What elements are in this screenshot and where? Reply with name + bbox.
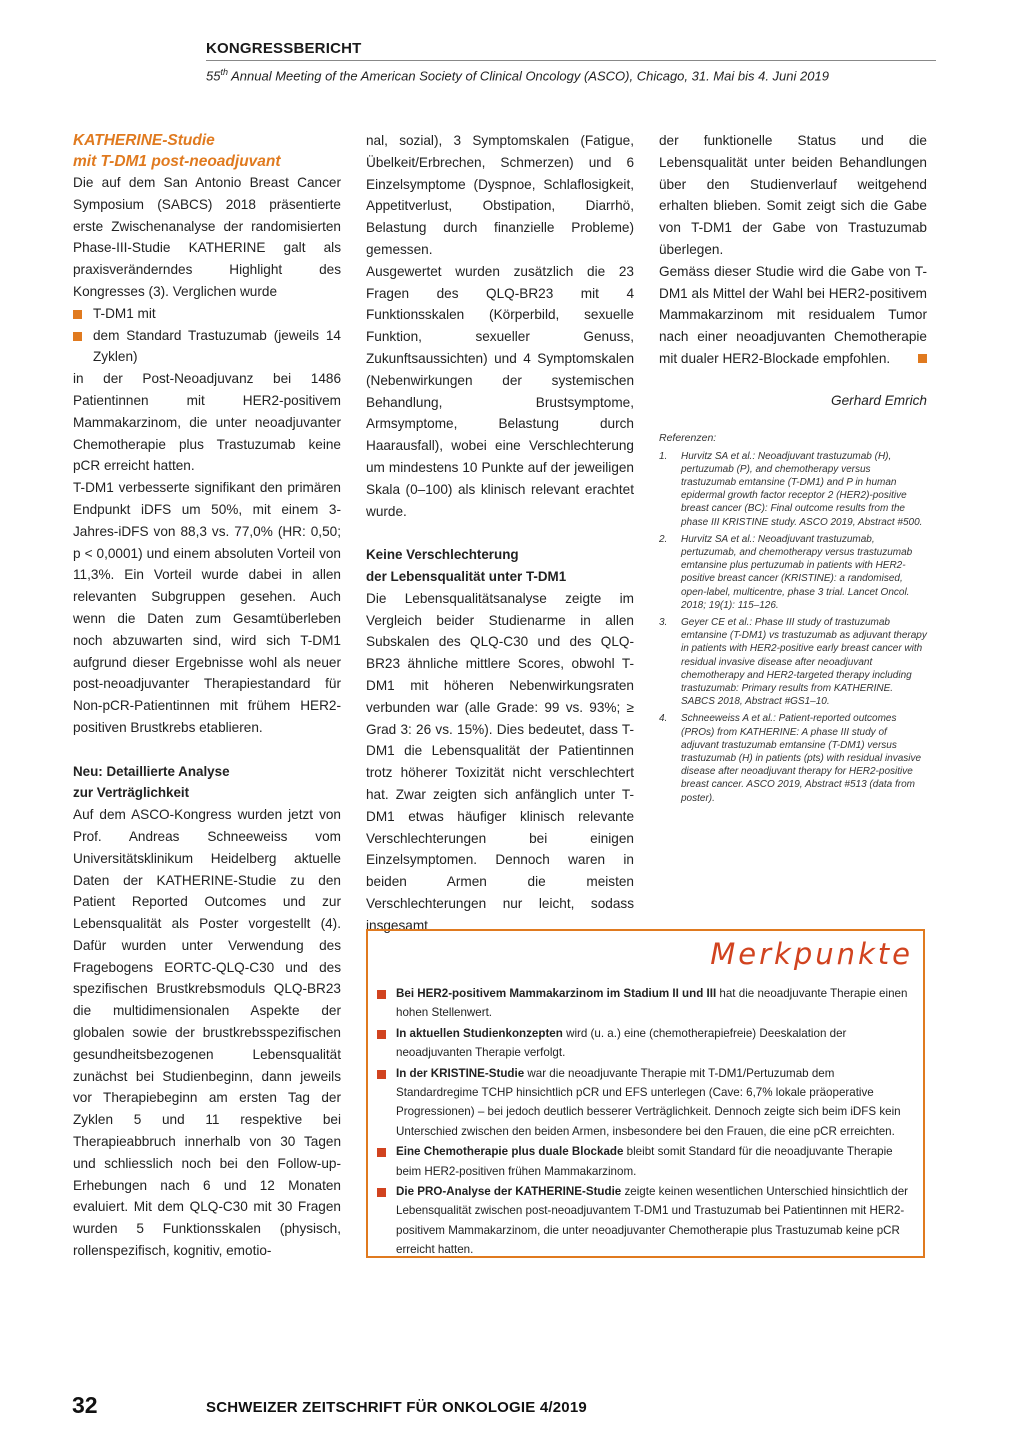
article-heading-line1: KATHERINE-Studie (73, 132, 215, 149)
key-point-lead: In aktuellen Studienkonzepten (396, 1026, 563, 1040)
spacer (366, 522, 634, 544)
bullet-text: T-DM1 mit (93, 305, 156, 321)
paragraph-text: Gemäss dieser Studie wird die Gabe von T-DM1 als Mittel der Wahl bei HER2-positivem Mammakarzinom mit residualem Tumor nach einer neoadjuvanten Chemotherapie mit dualer HER2-Blockade empfohlen. (659, 263, 927, 366)
reference-item (659, 533, 927, 612)
bullet-item (73, 303, 341, 325)
key-point-lead: Bei HER2-positivem Mammakarzinom im Stadium II und III (396, 987, 717, 1000)
reference-item (659, 712, 927, 804)
key-point-lead: Die PRO-Analyse der KATHERINE-Studie (396, 1185, 622, 1199)
subtitle-ordinal-suffix: th (220, 67, 228, 77)
column-1 (73, 130, 341, 1262)
paragraph: T-DM1 verbesserte signifikant den primären Endpunkt iDFS um 50%, mit einem 3-Jahres-iDFS von 88,3 vs. 77,0% (HR: 0,50; p < 0,0001) und einem absoluten Vorteil von 11,3%. Ein Vorteil wurde dabei in allen relevanten Subgruppen gesehen. Auch wenn die Daten zum Gesamtüberleben noch abzuwarten sind, wird sich T-DM1 aufgrund dieser Ergebnisse wohl als neuer post-neoadjuvanter Therapiestandard für Non-pCR-Patientinnen mit frühem HER2-positiven Brustkrebs etablieren. (73, 480, 341, 735)
column-2 (366, 130, 634, 936)
bullet-text: dem Standard Trastuzumab (jeweils 14 Zyklen) (93, 327, 341, 365)
spacer (73, 739, 341, 761)
page-header (206, 40, 936, 83)
article-heading-line2: mit T-DM1 post-neoadjuvant (73, 153, 281, 170)
key-points-list (376, 984, 916, 1261)
paragraph: Die auf dem San Antonio Breast Cancer Symposium (SABCS) 2018 präsentierte erste Zwischenanalyse der randomisierten Phase-III-Studie KATHERINE galt als praxisveränderndes Highlight des Kongresses (3). Verglichen wurde (73, 175, 341, 299)
key-point-lead: Eine Chemotherapie plus duale Blockade (396, 1145, 624, 1159)
subheading-line1: Keine Verschlechterung (366, 547, 519, 563)
end-square-icon (918, 354, 927, 363)
reference-text: Geyer CE et al.: Phase III study of trastuzumab emtansine (T-DM1) vs trastuzumab as adjuvant therapy in patients with HER2-positive early breast cancer with residual invasive disease after neoadjuvant chemotherapy and HER2-targeted therapy including trastuzumab: Primary results from KATHERINE. SABCS 2018, Abstract #GS1–10. (681, 617, 927, 708)
header-divider (206, 60, 936, 61)
key-point-item (376, 1024, 916, 1063)
key-point-text: zeigte keinen wesentlichen Unterschied hinsichtlich der Lebensqualität zwischen post-neoadjuvantem T-DM1 und Trastuzumab bei Patientinnen mit HER2-positivem Mammakarzinom, die unter neoadjuvanter Chemotherapie plus Trastuzumab keine pCR erreicht hatten. (396, 1185, 909, 1257)
bullet-item (73, 325, 341, 369)
key-point-text: wird (u. a.) eine (chemotherapiefreie) Deeskalation der neoadjuvanten Therapie verfolgt. (396, 1026, 847, 1060)
reference-list (659, 450, 927, 805)
reference-number: 1. (659, 450, 668, 462)
subtitle-ordinal: 55 (206, 68, 221, 84)
reference-text: Hurvitz SA et al.: Neoadjuvant trastuzumab, pertuzumab, and chemotherapy versus trastuzumab emtansine plus pertuzumab in patients with HER2-positive breast cancer (KRISTINE): a randomised, open-label, multicentre, phase 3 trial. Lancet Oncol. 2018; 19(1): 115–126. (681, 533, 913, 611)
key-point-text: war die neoadjuvante Therapie mit T-DM1/Pertuzumab dem Standardregime TCHP hinsichtlich pCR und EFS unterlegen (Cave: 6,7% lokale präoperative Progressionen) – bei jedoch deutlich besserer Verträglichkeit. Dennoch zeigte sich beim iDFS kein Unterschied zwischen den beiden Armen, insbesondere bei den Frauen, die eine pCR erreichten. (396, 1066, 901, 1138)
key-points-box (366, 929, 925, 1258)
bullet-square-icon (73, 310, 82, 319)
bullet-square-icon (377, 1148, 386, 1157)
references-heading: Referenzen: (659, 431, 717, 444)
section-title: KONGRESSBERICHT (206, 40, 362, 57)
subheading-line2: der Lebensqualität unter T-DM1 (366, 568, 567, 584)
paragraph: Die Lebensqualitätsanalyse zeigte im Vergleich beider Studienarme in allen Subskalen des QLQ-C30 und des QLQ-BR23 ähnliche mittlere Scores, obwohl T-DM1 mit höheren Nebenwirkungsraten verbunden war (alle Grade: 99 vs. 93%; ≥ Grad 3: 26 vs. 15%). Dies bedeutet, dass T-DM1 die Lebensqualität der Patientinnen trotz höherer Toxizität nicht verschlechtert hat. Zwar zeigten sich anfänglich unter T-DM1 etwas häufiger klinisch relevante Verschlechterungen bei einigen Einzelsymptomen. Dennoch waren in beiden Armen die meisten Verschlechterungen nur leicht, sodass insgesamt (366, 590, 634, 933)
key-point-text: bleibt somit Standard für die neoadjuvante Therapie beim HER2-positiven frühen Mammakarzinom. (396, 1145, 893, 1178)
subheading-line1: Neu: Detaillierte Analyse (73, 763, 230, 779)
bullet-square-icon (377, 1070, 386, 1079)
subtitle-text: Annual Meeting of the American Society of Clinical Oncology (ASCO), Chicago, 31. Mai bis 4. Juni 2019 (227, 68, 829, 84)
key-point-lead: In der KRISTINE-Studie (396, 1066, 525, 1080)
column-3 (659, 130, 927, 805)
key-point-item (376, 1182, 916, 1260)
journal-name: SCHWEIZER ZEITSCHRIFT FÜR ONKOLOGIE 4/2019 (206, 1399, 587, 1416)
paragraph: nal, sozial), 3 Symptomskalen (Fatigue, Übelkeit/Erbrechen, Schmerzen) und 6 Einzelsymptome (Dyspnoe, Schlaflosigkeit, Appetitverlust, Obstipation, Diarrhö, Belastung durch finanzielle Probleme) gemessen. (366, 133, 634, 257)
reference-number: 2. (659, 533, 668, 545)
reference-number: 4. (659, 713, 668, 725)
author: Gerhard Emrich (831, 392, 927, 408)
subheading-line2: zur Verträglichkeit (73, 785, 190, 801)
bullet-square-icon (377, 1188, 386, 1197)
reference-item (659, 450, 927, 529)
key-point-item (376, 1142, 916, 1181)
paragraph: in der Post-Neoadjuvanz bei 1486 Patientinnen mit HER2-positivem Mammakarzinom, die unter neoadjuvanter Chemotherapie plus Trastuzumab keine pCR erreicht hatten. (73, 371, 341, 474)
bullet-square-icon (73, 332, 82, 341)
paragraph (659, 261, 927, 370)
key-point-item (376, 1064, 916, 1142)
bullet-square-icon (377, 1030, 386, 1039)
key-point-text: hat die neoadjuvante Therapie einen hohen Stellenwert. (396, 987, 908, 1020)
paragraph: der funktionelle Status und die Lebensqualität unter beiden Behandlungen über den Studienverlauf weitgehend erhalten blieben. Somit zeigt sich die Gabe von T-DM1 der Gabe von Trastuzumab überlegen. (659, 133, 927, 257)
reference-text: Hurvitz SA et al.: Neoadjuvant trastuzumab (H), pertuzumab (P), and chemotherapy versus trastuzumab emtansine (T-DM1) and P in human epidermal growth factor receptor 2 (HER2)-positive breast cancer (BC): Final outcome results from the phase III KRISTINE study. ASCO 2019, Abstract #500. (681, 450, 923, 528)
key-points-title: Merkpunkte (710, 937, 913, 971)
conference-subtitle (206, 67, 936, 83)
reference-item (659, 616, 927, 708)
reference-number: 3. (659, 617, 668, 628)
paragraph: Auf dem ASCO-Kongress wurden jetzt von Prof. Andreas Schneeweiss vom Universitätsklinikum Heidelberg aktuelle Daten der KATHERINE-Studie zu den Patient Reported Outcomes und zur Lebensqualität als Poster vorgestellt (4). Dafür wurden unter Verwendung des Fragebogens EORTC-QLQ-C30 und des spezifischen Brustkrebsmoduls QLQ-BR23 die multidimensionalen Aspekte der globalen sowie der brustkrebsspezifischen gesundheitsbezogenen Lebensqualität zunächst bei Studienbeginn, dann jeweils vor Therapiebeginn am ersten Tag der Zyklen 5 und 11 respektive bei Therapieabbruch innerhalb von 30 Tagen und schliesslich noch bei den Follow-up-Erhebungen nach 6 und 12 Monaten evaluiert. Mit dem QLQ-C30 mit 30 Fragen wurden 5 Funktionsskalen (physisch, rollenspezifisch, kognitiv, emotio- (73, 807, 341, 1259)
reference-text: Schneeweiss A et al.: Patient-reported outcomes (PROs) from KATHERINE: A phase III study of adjuvant trastuzumab emtansine (T-DM1) versus trastuzumab (H) in patients (pts) with residual invasive disease after neoadjuvant therapy for HER2-positive breast cancer. ASCO 2019, Abstract #513 (data from poster). (681, 713, 922, 804)
page-number: 32 (72, 1392, 98, 1418)
bullet-square-icon (377, 990, 386, 999)
key-point-item (376, 984, 916, 1023)
paragraph: Ausgewertet wurden zusätzlich die 23 Fragen des QLQ-BR23 mit 4 Funktionsskalen (Körperbild, sexuelle Funktion, sexueller Genuss, Zukunftsaussichten) und 4 Symptomskalen (Nebenwirkungen der systemischen Behandlung, Brustsymptome, Armsymptome, Belastung durch Haarausfall), wobei eine Verschlechterung um mindestens 10 Punkte auf der jeweiligen Skala (0–100) als klinisch relevant erachtet wurde. (366, 263, 634, 519)
